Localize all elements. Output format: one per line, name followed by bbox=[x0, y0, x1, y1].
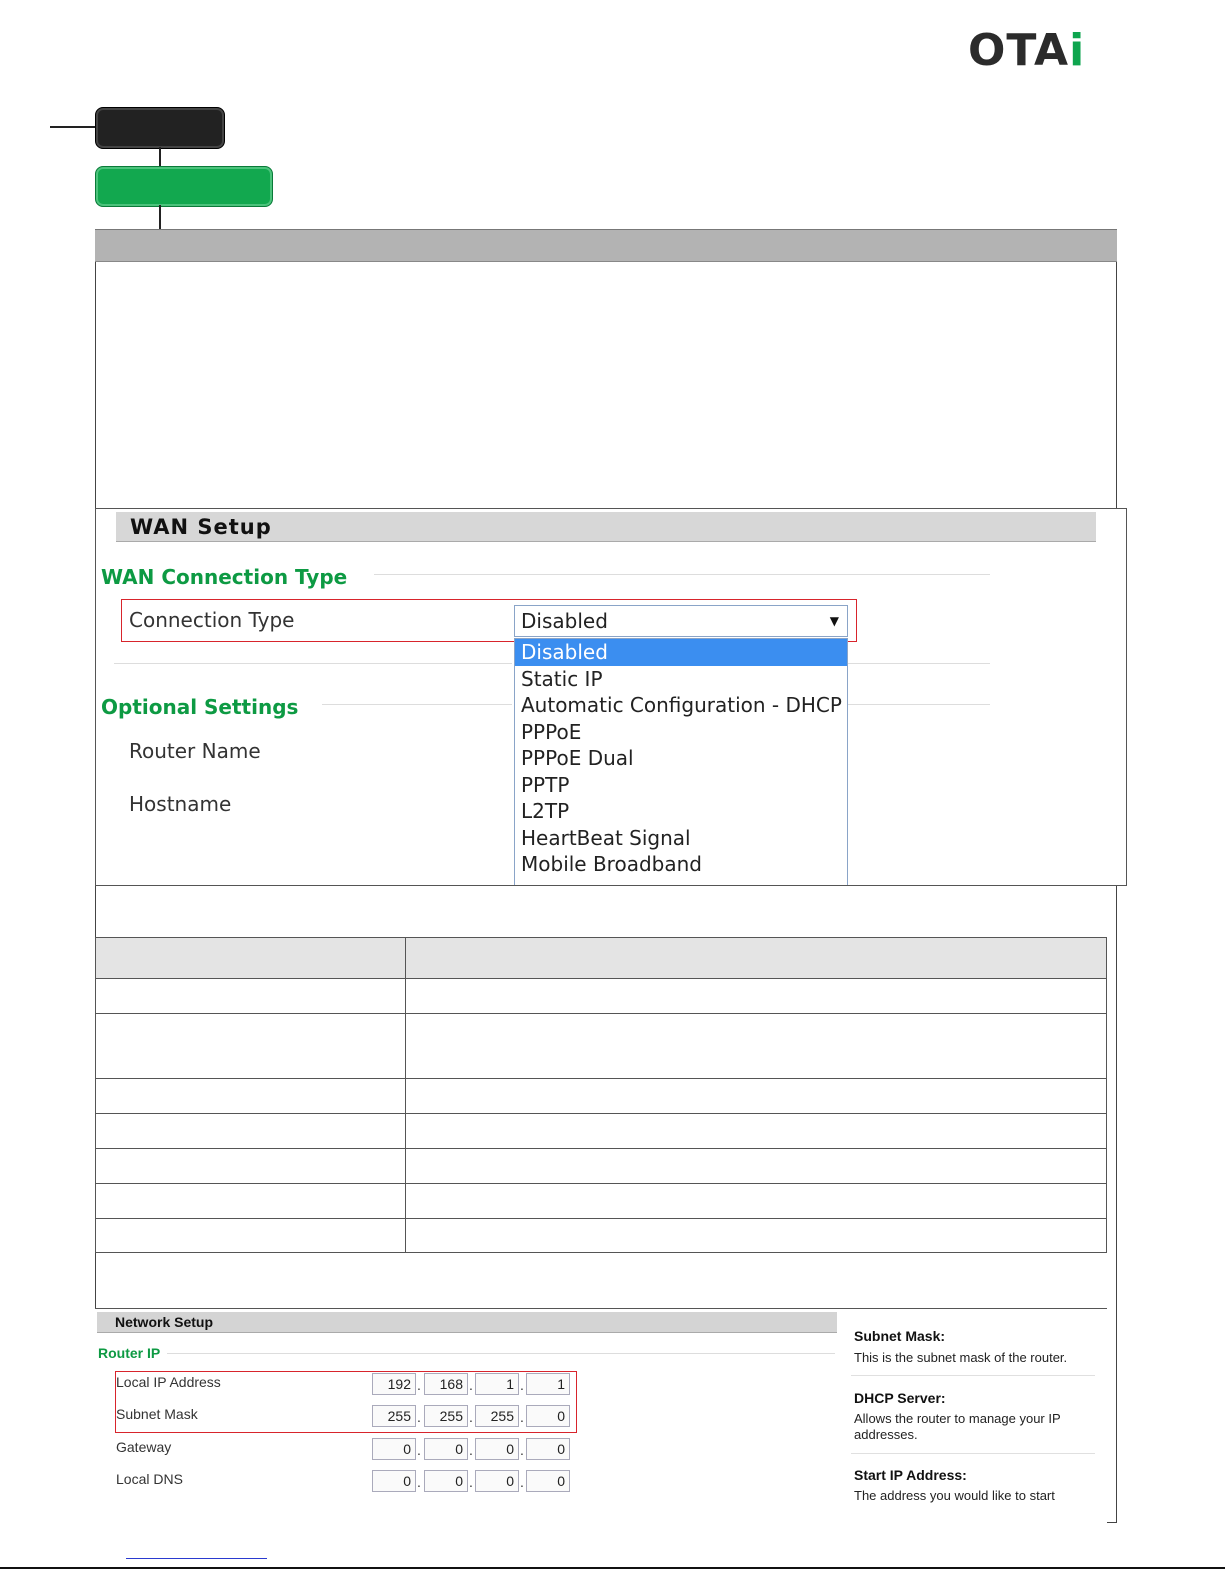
local-ip-label: Local IP Address bbox=[116, 1374, 221, 1390]
help-subnet-title: Subnet Mask: bbox=[854, 1328, 946, 1344]
table-row bbox=[96, 1114, 1107, 1149]
table-row bbox=[96, 979, 1107, 1014]
parameter-table bbox=[95, 937, 1107, 1253]
dropdown-option[interactable]: L2TP bbox=[521, 799, 570, 823]
ip-octet-input[interactable]: 1 bbox=[526, 1373, 570, 1395]
dropdown-arrow-icon: ▼ bbox=[829, 614, 839, 628]
table-row bbox=[96, 1219, 1107, 1253]
ip-octet-input[interactable]: 255 bbox=[372, 1405, 416, 1427]
table-header-row bbox=[96, 938, 1107, 979]
content-frame-header bbox=[95, 229, 1117, 262]
hostname-label: Hostname bbox=[129, 792, 232, 816]
ip-octet-input[interactable]: 0 bbox=[424, 1438, 468, 1460]
dropdown-option[interactable]: Automatic Configuration - DHCP bbox=[521, 693, 842, 717]
network-setup-title: Network Setup bbox=[97, 1312, 837, 1333]
ip-octet-input[interactable]: 0 bbox=[424, 1470, 468, 1492]
ip-octet-input[interactable]: 0 bbox=[526, 1470, 570, 1492]
router-ip-heading: Router IP bbox=[98, 1345, 161, 1361]
wan-setup-screenshot bbox=[95, 508, 1127, 886]
dropdown-option[interactable]: PPPoE Dual bbox=[521, 746, 634, 770]
help-divider bbox=[851, 1375, 1095, 1376]
help-dhcp-title: DHCP Server: bbox=[854, 1390, 946, 1406]
section-divider bbox=[167, 1353, 835, 1354]
ip-octet-input[interactable]: 0 bbox=[475, 1470, 519, 1492]
table-row bbox=[96, 1184, 1107, 1219]
table-header-cell bbox=[406, 938, 1107, 979]
logo-text: OTAi bbox=[968, 25, 1086, 76]
connection-type-dropdown[interactable] bbox=[514, 638, 848, 886]
connection-type-select[interactable] bbox=[514, 605, 848, 637]
otai-logo bbox=[968, 25, 1120, 76]
dropdown-option[interactable]: PPPoE bbox=[521, 719, 582, 744]
tree-connector bbox=[159, 205, 161, 229]
gateway-label: Gateway bbox=[116, 1439, 172, 1455]
tree-connector bbox=[50, 126, 96, 128]
router-name-label: Router Name bbox=[129, 739, 261, 763]
help-start-ip-title: Start IP Address: bbox=[854, 1467, 967, 1483]
dropdown-option[interactable]: Disabled bbox=[515, 639, 847, 666]
ip-octet-input[interactable]: 0 bbox=[372, 1470, 416, 1492]
table-row bbox=[96, 1014, 1107, 1079]
connection-type-label: Connection Type bbox=[129, 608, 295, 632]
section-divider bbox=[114, 663, 512, 664]
table-header-cell bbox=[96, 938, 406, 979]
tree-node-dark bbox=[95, 107, 225, 149]
table-row bbox=[96, 1149, 1107, 1184]
ip-octet-input[interactable]: 255 bbox=[475, 1405, 519, 1427]
help-start-ip-text: The address you would like to start bbox=[854, 1488, 1055, 1503]
ip-octet-input[interactable]: 255 bbox=[424, 1405, 468, 1427]
ip-octet-input[interactable]: 0 bbox=[372, 1438, 416, 1460]
ip-octet-input[interactable]: 192 bbox=[372, 1373, 416, 1395]
tree-node-green bbox=[95, 166, 273, 207]
subnet-mask-label: Subnet Mask bbox=[116, 1406, 198, 1422]
help-subnet-text: This is the subnet mask of the router. bbox=[854, 1350, 1068, 1365]
section-divider bbox=[848, 663, 990, 664]
optional-settings-heading: Optional Settings bbox=[101, 695, 299, 719]
section-divider bbox=[322, 704, 512, 705]
help-divider bbox=[851, 1453, 1095, 1454]
wan-connection-type-heading: WAN Connection Type bbox=[101, 565, 348, 589]
ip-octet-input[interactable]: 1 bbox=[475, 1373, 519, 1395]
network-setup-screenshot: Network Setup Router IP Local IP Address 192 . 168 . 1 . 1 Subnet Mask 255 . 255 . 255 . 0 Gateway 0 . 0 . 0 . 0 Local DNS 0 . 0 . 0 . 0 Subnet Mask: This is the subnet mask of the router. DHCP Server: Allows the router to manage your IP addresses. Start IP Address: The address you would like to start bbox=[95, 1308, 1107, 1523]
ip-octet-input[interactable]: 168 bbox=[424, 1373, 468, 1395]
ip-octet-input[interactable]: 0 bbox=[526, 1405, 570, 1427]
dropdown-option[interactable]: Mobile Broadband bbox=[521, 852, 702, 876]
dropdown-option[interactable]: Static IP bbox=[521, 666, 603, 691]
tree-connector bbox=[159, 147, 161, 167]
footer-link-underline[interactable] bbox=[126, 1558, 267, 1559]
help-dhcp-text: Allows the router to manage your IP addresses. bbox=[854, 1411, 1061, 1442]
local-dns-label: Local DNS bbox=[116, 1471, 183, 1487]
wan-setup-title: WAN Setup bbox=[116, 512, 1096, 542]
ip-octet-input[interactable]: 0 bbox=[526, 1438, 570, 1460]
table-row bbox=[96, 1079, 1107, 1114]
ip-octet-input[interactable]: 0 bbox=[475, 1438, 519, 1460]
dropdown-option[interactable]: PPTP bbox=[521, 772, 570, 797]
connection-type-value: Disabled bbox=[521, 609, 608, 633]
section-divider bbox=[848, 704, 990, 705]
section-divider bbox=[374, 574, 990, 575]
dropdown-option[interactable]: HeartBeat Signal bbox=[521, 825, 691, 850]
footer-rule bbox=[0, 1567, 1225, 1569]
